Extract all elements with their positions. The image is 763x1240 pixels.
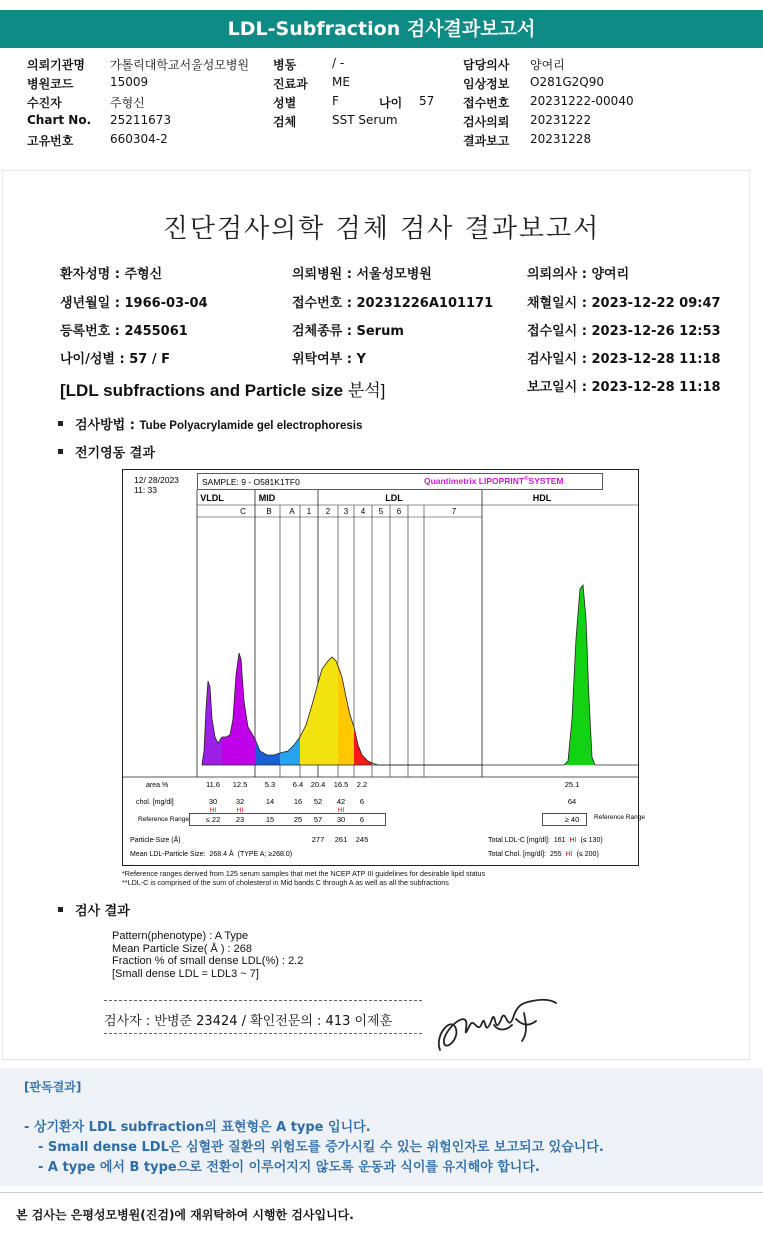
brand-system: SYSTEM xyxy=(528,476,564,486)
band-label-C: C xyxy=(240,507,246,516)
group-vldl: VLDL xyxy=(200,493,224,503)
info-birth: 생년월일 : 1966-03-04 xyxy=(60,296,208,311)
header-value: 주형신 xyxy=(110,96,145,110)
ref-cell: 6 xyxy=(359,815,365,824)
total-ldl-hi: HI xyxy=(569,837,577,844)
header-value: F xyxy=(332,94,339,108)
bullet-icon xyxy=(58,907,63,912)
chart-note-2: **LDL-C is comprised of the sum of cholesterol in Mid bands C through A as well as all the subfractions xyxy=(122,878,449,887)
band-label-6: 6 xyxy=(396,507,402,516)
result-summary xyxy=(112,930,303,980)
area-cell: 6.4 xyxy=(292,780,304,789)
header-value: 660304-2 xyxy=(110,132,168,146)
dashed-divider xyxy=(104,1033,422,1034)
result-phenotype: Pattern(phenotype) : A Type xyxy=(112,930,249,942)
header-value: 20231222 xyxy=(530,113,592,127)
result-mean-size: Mean Particle Size( Å ) : 268 xyxy=(112,942,253,955)
electro-label: 전기영동 결과 xyxy=(75,446,155,461)
band-label-3: 3 xyxy=(343,507,349,516)
header-value: 20231222-00040 xyxy=(530,94,634,108)
section-title-en: [LDL subfractions and Particle size xyxy=(60,381,344,400)
signature-image xyxy=(432,995,562,1057)
brand-label xyxy=(424,475,564,486)
result-sdldl-def: [Small dense LDL = LDL3 ~ 7] xyxy=(112,967,259,980)
ref-cell: ≤ 22 xyxy=(205,815,221,824)
info-hospital: 의뢰병원 : 서울성모병원 xyxy=(292,267,432,282)
header-label: 의뢰기관명 xyxy=(27,58,85,72)
total-chol-label: Total Chol. [mg/dl]: xyxy=(488,851,546,858)
footer-note: 본 검사는 은평성모병원(진검)에 재위탁하여 시행한 검사입니다. xyxy=(16,1208,354,1222)
hi-flag: HI xyxy=(236,807,244,814)
result-label: 검사 결과 xyxy=(75,904,130,919)
header-label: 임상정보 xyxy=(463,77,510,91)
verdict-label: [판독결과] xyxy=(24,1080,82,1094)
header-value: O281G2Q90 xyxy=(530,75,604,89)
chol-cell: 52 xyxy=(313,797,323,806)
band-label-1: 1 xyxy=(306,507,312,516)
band-label-B: B xyxy=(266,507,272,516)
total-ldl-label: Total LDL-C [mg/dl]: xyxy=(488,837,550,844)
header-label: 성별 xyxy=(273,96,297,110)
header-info xyxy=(27,56,747,151)
info-draw-time: 채혈일시 : 2023-12-22 09:47 xyxy=(527,296,721,311)
info-specimen: 검체종류 : Serum xyxy=(292,324,404,339)
header-value: 양여리 xyxy=(530,58,565,72)
ref-cell: 23 xyxy=(235,815,245,824)
psize-label: Particle-Size (Å) xyxy=(130,837,181,844)
chol-cell: 30 xyxy=(208,797,218,806)
area-cell: 12.5 xyxy=(232,780,248,789)
brand-sup: ® xyxy=(524,476,529,482)
info-doctor: 의뢰의사 : 양여리 xyxy=(527,267,630,282)
psize-cell: 261 xyxy=(334,835,348,844)
sample-label: SAMPLE: 9 - O581K1TF0 xyxy=(202,477,300,487)
group-mid: MID xyxy=(258,493,276,503)
ref-cell: 30 xyxy=(336,815,346,824)
band-label-5: 5 xyxy=(378,507,384,516)
info-receipt-no: 접수번호 : 20231226A101171 xyxy=(292,296,494,311)
mean-size-value: 268.4 Å xyxy=(209,851,234,858)
group-hdl: HDL xyxy=(532,493,552,503)
ref-cell: ≥ 40 xyxy=(564,815,580,824)
chol-cell: 14 xyxy=(265,797,275,806)
header-row-4 xyxy=(27,113,747,132)
total-chol-hi: HI xyxy=(565,851,573,858)
header-label: 결과보고 xyxy=(463,134,510,148)
age-value: 57 xyxy=(419,94,435,108)
chart-frame xyxy=(123,470,639,866)
section-title-kr: 분석] xyxy=(347,381,386,400)
header-label: Chart No. xyxy=(27,113,92,127)
total-ldl-value: 161 xyxy=(553,837,566,844)
chart-note-1: *Reference ranges derived from 125 serum samples that met the NCEP ATP III guidelines for desirable lipid status xyxy=(122,869,486,878)
info-test-time: 검사일시 : 2023-12-28 11:18 xyxy=(527,352,721,367)
examiner-line: 검사자 : 반병준 23424 / 확인전문의 : 413 이제훈 xyxy=(104,1014,393,1029)
header-label: 진료과 xyxy=(273,77,308,91)
psize-cell: 245 xyxy=(355,835,369,844)
area-cell: 20.4 xyxy=(310,780,326,789)
method-value: Tube Polyacrylamide gel electrophoresis xyxy=(139,420,363,432)
report-banner: LDL-Subfraction 검사결과보고서 xyxy=(0,10,763,48)
mean-size-label: Mean LDL-Particle Size: xyxy=(130,851,206,858)
bullet-icon xyxy=(58,421,63,426)
header-label: 검사의뢰 xyxy=(463,115,510,129)
signature-stroke xyxy=(439,1000,556,1050)
header-label: 접수번호 xyxy=(463,96,510,110)
header-row-2 xyxy=(27,75,747,94)
verdict-line-1: - 상기환자 LDL subfraction의 표현형은 A type 입니다. xyxy=(24,1120,371,1135)
header-label: 담당의사 xyxy=(463,58,510,72)
result-sdldl-fraction: Fraction % of small dense LDL(%) : 2.2 xyxy=(112,955,304,967)
hi-flag: HI xyxy=(209,807,217,814)
mean-label xyxy=(130,849,292,858)
header-label: 수진자 xyxy=(27,96,62,110)
chol-row-label: chol. [mg/dl] xyxy=(136,799,174,806)
psize-cell: 277 xyxy=(311,835,325,844)
area-cell: 2.2 xyxy=(356,780,368,789)
header-row-1 xyxy=(27,56,747,75)
bullet-icon xyxy=(58,449,63,454)
band-label-2: 2 xyxy=(325,507,331,516)
result-heading xyxy=(58,900,130,919)
verdict-line-3: - A type 에서 B type으로 전환이 이루어지지 않도록 운동과 식이를 유지해야 합니다. xyxy=(38,1160,540,1175)
brand-name: Quantimetrix LIPOPRINT xyxy=(424,476,525,486)
total-ldl xyxy=(488,837,603,844)
hi-flag: HI xyxy=(337,807,345,814)
ref-right-label: Reference Range xyxy=(594,814,645,821)
header-value: 15009 xyxy=(110,75,149,89)
area-cell: 5.3 xyxy=(264,780,276,789)
info-report-time: 보고일시 : 2023-12-28 11:18 xyxy=(527,380,721,395)
chart-date: 12/ 28/2023 xyxy=(134,475,179,485)
band-label-7: 7 xyxy=(451,507,457,516)
chol-cell: 42 xyxy=(336,797,346,806)
info-reg-no: 등록번호 : 2455061 xyxy=(60,324,188,339)
ref-cell: 57 xyxy=(313,815,323,824)
header-label: 병동 xyxy=(273,58,297,72)
ref-row-label: Reference Range xyxy=(138,816,189,823)
info-receipt-time: 접수일시 : 2023-12-26 12:53 xyxy=(527,324,721,339)
chol-cell: 64 xyxy=(567,797,577,806)
report-title: 진단검사의학 검체 검사 결과보고서 xyxy=(162,214,601,244)
verdict-line-2: - Small dense LDL은 심혈관 질환의 위험도를 증가시킬 수 있는 위험인자로 보고되고 있습니다. xyxy=(38,1140,604,1155)
header-row-3 xyxy=(27,94,747,113)
section-title xyxy=(60,376,385,401)
info-age-sex: 나이/성별 : 57 / F xyxy=(60,352,171,367)
info-patient-name: 환자성명 : 주형신 xyxy=(60,267,163,282)
chol-cell: 32 xyxy=(235,797,245,806)
header-value: 가톨릭대학교서울성모병원 xyxy=(110,58,250,72)
area-row-label: area.% xyxy=(146,782,169,789)
total-ldl-ref: (≤ 130) xyxy=(580,837,603,844)
method-line xyxy=(58,414,362,433)
info-outsourced: 위탁여부 : Y xyxy=(292,352,366,367)
age-label: 나이 xyxy=(379,96,403,110)
area-cell: 16.5 xyxy=(333,780,349,789)
ref-cell: 15 xyxy=(265,815,275,824)
ref-cell: 25 xyxy=(293,815,303,824)
total-chol xyxy=(488,851,599,858)
area-cell: 25.1 xyxy=(564,780,580,789)
chart-notes xyxy=(122,869,485,887)
mean-size-type: (TYPE A; ≥268.0) xyxy=(237,851,293,858)
total-chol-value: 255 xyxy=(549,851,562,858)
band-label-A: A xyxy=(289,507,295,516)
electro-line xyxy=(58,442,155,461)
header-value: / - xyxy=(332,56,345,70)
chart-time: 11: 33 xyxy=(134,485,158,495)
header-label: 검체 xyxy=(273,115,297,129)
chol-cell: 6 xyxy=(359,797,365,806)
header-value: SST Serum xyxy=(332,113,398,127)
header-value: 20231228 xyxy=(530,132,592,146)
total-chol-ref: (≤ 200) xyxy=(576,851,599,858)
chol-cell: 16 xyxy=(293,797,303,806)
header-value: 25211673 xyxy=(110,113,172,127)
footer-divider xyxy=(0,1192,763,1193)
area-cell: 11.6 xyxy=(205,780,221,789)
header-value: ME xyxy=(332,75,350,89)
header-label: 병원코드 xyxy=(27,77,74,91)
group-ldl: LDL xyxy=(385,493,403,503)
method-label: 검사방법 : xyxy=(75,418,135,433)
header-row-5 xyxy=(27,132,747,151)
dashed-divider xyxy=(104,1000,422,1001)
header-label: 고유번호 xyxy=(27,134,74,148)
band-label-4: 4 xyxy=(360,507,366,516)
lipoprint-chart xyxy=(122,469,645,866)
